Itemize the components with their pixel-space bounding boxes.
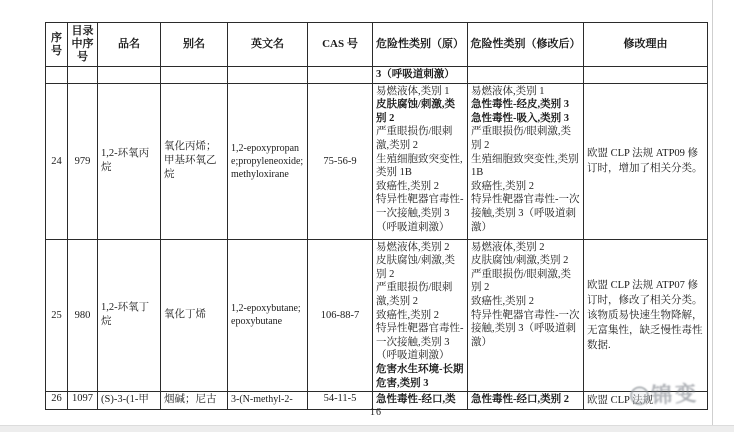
cell-empty xyxy=(584,67,708,84)
cell-english-name: 1,2-epoxybutane;epoxybutane xyxy=(228,239,308,392)
hazard-line: 急性毒性-经口,类 xyxy=(376,394,456,406)
clipped-cell-content: 烟碱；尼古 xyxy=(164,394,217,406)
hazard-table-body xyxy=(46,67,708,410)
hazard-line: 严重眼损伤/眼刺激,类别 2 xyxy=(471,268,572,294)
watermark-text: 锦变 xyxy=(650,381,700,408)
cell-seq: 24 xyxy=(46,83,68,239)
page-right-edge xyxy=(712,0,713,425)
hazard-line: 易燃液体,类别 2 xyxy=(471,241,545,253)
cell-hazard-revised xyxy=(468,239,584,392)
hazard-line: 特异性靶器官毒性-一次接触,类别 3（呼吸道刺激） xyxy=(471,309,580,348)
cell-empty xyxy=(98,67,161,84)
clipped-cell-content: (S)-3-(1-甲 xyxy=(101,394,149,406)
column-header: 修改理由 xyxy=(584,23,708,67)
clipped-cell-content xyxy=(376,393,464,408)
hazard-line: 特异性靶器官毒性-一次接触,类别 3（呼吸道刺激） xyxy=(376,194,464,233)
column-header: CAS 号 xyxy=(308,23,373,67)
clipped-cell-content: 54-11-5 xyxy=(323,393,357,405)
cell-empty xyxy=(68,67,98,84)
cell-alias: 氧化丁烯 xyxy=(161,239,228,392)
hazard-line: 致癌性,类别 2 xyxy=(376,180,439,192)
hazard-line: 易燃液体,类别 2 xyxy=(376,241,450,253)
cell-catalog-no: 979 xyxy=(68,83,98,239)
hazard-line: 易燃液体,类别 1 xyxy=(471,85,545,97)
column-header: 英文名 xyxy=(228,23,308,67)
cell-empty xyxy=(228,67,308,84)
column-header: 别名 xyxy=(161,23,228,67)
hazard-line: 易燃液体,类别 1 xyxy=(376,85,450,97)
cell-english-name: 1,2-epoxypropane;propyleneoxide;methyloxirane xyxy=(228,83,308,239)
header-row xyxy=(46,23,708,67)
hazard-line: 危害水生环境-长期危害,类别 3 xyxy=(376,363,464,389)
hazard-line: 致癌性,类别 2 xyxy=(376,309,439,321)
hazard-line: 特异性靶器官毒性-一次接触,类别 3（呼吸道刺激） xyxy=(376,323,464,362)
hazard-table-head xyxy=(46,23,708,67)
cell-hazard-original xyxy=(373,83,468,239)
cell-hazard-revised xyxy=(468,83,584,239)
cell-hazard-original xyxy=(373,67,468,84)
cell-cas-number: 106-88-7 xyxy=(308,239,373,392)
clipped-cell-content: 1097 xyxy=(72,393,93,405)
table-row xyxy=(46,83,708,239)
column-header: 品名 xyxy=(98,23,161,67)
page-number: 16 xyxy=(370,407,382,418)
cell-revision-reason: 欧盟 CLP 法规 ATP09 修订时，增加了相关分类。 xyxy=(584,83,708,239)
cell-empty xyxy=(468,67,584,84)
clipped-cell-content: 欧盟 CLP 法规 xyxy=(587,395,654,407)
hazard-line: 急性毒性-经口,类别 2 xyxy=(471,394,569,406)
hazard-line: 特异性靶器官毒性-一次接触,类别 3（呼吸道刺激） xyxy=(471,194,580,233)
cell-revision-reason: 欧盟 CLP 法规 ATP07 修订时，修改了相关分类。该物质易快速生物降解，无富集性，缺乏慢性毒性数据. xyxy=(584,239,708,392)
hazard-line: 严重眼损伤/眼刺激,类别 2 xyxy=(376,282,453,307)
hazard-table xyxy=(45,22,708,410)
cell-name: 1,2-环氧丁烷 xyxy=(98,239,161,392)
hazard-line: 生殖细胞致突变性,类别 1B xyxy=(376,153,463,179)
cell-alias: 氧化丙烯；甲基环氧乙烷 xyxy=(161,83,228,239)
hazard-line: 皮肤腐蚀/刺激,类别 2 xyxy=(471,255,569,267)
hazard-line: 皮肤腐蚀/刺激,类别 2 xyxy=(376,255,456,280)
column-header: 目录中序号 xyxy=(68,23,98,67)
carryover-row xyxy=(46,67,708,84)
cell-catalog-no: 980 xyxy=(68,239,98,392)
cell-cas-number: 75-56-9 xyxy=(308,83,373,239)
column-header: 序号 xyxy=(46,23,68,67)
hazard-line: 急性毒性-经皮,类别 3 xyxy=(471,99,569,111)
hazard-line: 生殖细胞致突变性,类别 1B xyxy=(471,153,579,179)
cell-hazard-original xyxy=(373,239,468,392)
clipped-cell-content: 3-(N-methyl-2- xyxy=(231,394,293,406)
table-row xyxy=(46,239,708,392)
hazard-line: 严重眼损伤/眼刺激,类别 2 xyxy=(376,126,453,151)
clipped-cell-content: 26 xyxy=(51,393,62,405)
hazard-line: 急性毒性-吸入,类别 3 xyxy=(471,112,569,124)
carryover-hazard-line: 3（呼吸道刺激） xyxy=(376,69,455,80)
cell-empty xyxy=(46,67,68,84)
hazard-line: 严重眼损伤/眼刺激,类别 2 xyxy=(471,126,572,151)
column-header: 危险性类别（修改后） xyxy=(468,23,584,67)
cell-empty xyxy=(161,67,228,84)
clipped-cell-content xyxy=(471,393,580,408)
cell-seq: 25 xyxy=(46,239,68,392)
hazard-line: 皮肤腐蚀/刺激,类别 2 xyxy=(376,99,456,124)
cell-empty xyxy=(308,67,373,84)
column-header: 危险性类别（原） xyxy=(373,23,468,67)
hazard-line: 致癌性,类别 2 xyxy=(471,295,534,307)
cell-name: 1,2-环氧丙烷 xyxy=(98,83,161,239)
hazard-line: 致癌性,类别 2 xyxy=(471,180,534,192)
